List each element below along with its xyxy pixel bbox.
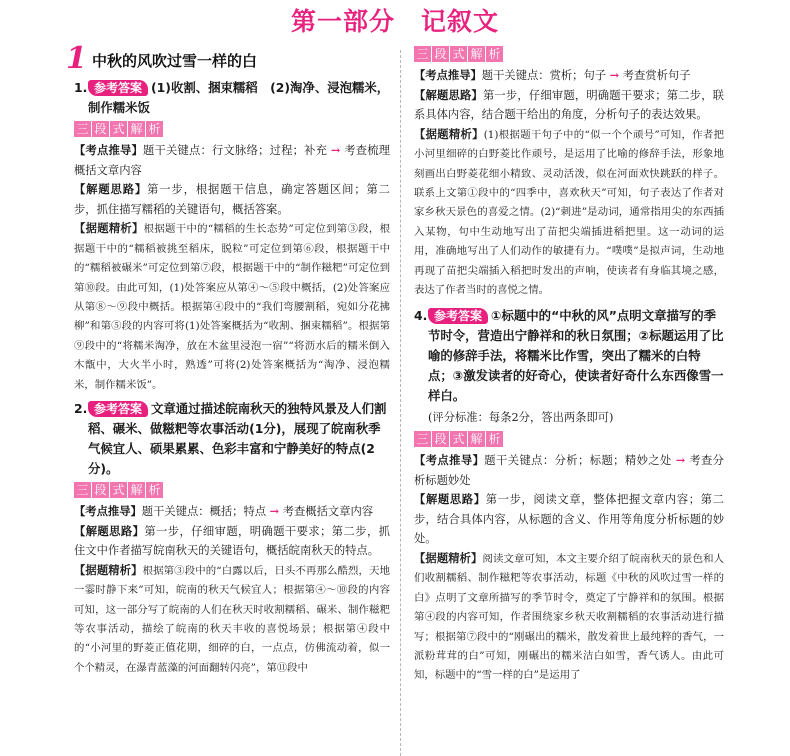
question-4-answer — [414, 306, 724, 406]
method-tag: 三 段 式 解 析 — [74, 121, 390, 137]
question-1-answer — [74, 78, 390, 118]
part-title — [0, 2, 790, 38]
jieti-paragraph: 【解题思路】第一步，仔细审题，明确题干要求；第二步，抓住文中作者描写皖南秋天的关键语句，概括皖南秋天的特点。 — [74, 524, 390, 558]
arrow-icon: → — [330, 143, 341, 157]
question-number: 2. — [74, 401, 88, 417]
kaodian-paragraph: 【考点推导】题干关键点：行文脉络；过程；补充 → 考查梳理概括文章内容 — [74, 143, 390, 177]
right-column — [414, 44, 724, 686]
column-divider — [400, 50, 401, 756]
jieti-paragraph: 【解题思路】第一步，根据题干信息，确定答题区间；第二步，抓住描写糯稻的关键语句，概括答案。 — [74, 183, 390, 216]
arrow-icon: → — [675, 453, 686, 468]
arrow-icon: → — [609, 68, 620, 82]
arrow-icon: → — [269, 504, 280, 519]
scoring-note: (评分标准：每条2分，答出两条即可) — [428, 411, 614, 425]
left-column — [66, 41, 390, 678]
question-number: 4. — [414, 308, 428, 324]
question-number: 1. — [74, 80, 88, 95]
jingxi-paragraph: 【据题精析】根据第③段中的“白露以后，日头不再那么酷烈，天地一霎时静下来”可知，皖南的秋天气候宜人；根据第④～⑩段的内容可知，这一部分写了皖南的人们在秋天时收割糯稻、碾米、制作糍粑等农事活动，描绘了皖南的秋天丰收的喜悦场景；根据第④段中的“小河里的野菱正值花期，细碎的白，一点点，仿佛流动着，似一个个精灵，在瀑青蓝藻的河面翻转闪亮”，第⑪段中 — [74, 563, 390, 674]
jieti-paragraph: 【解题思路】第一步，阅读文章，整体把握文章内容；第二步，结合具体内容，从标题的含义、作用等角度分析标题的妙处。 — [414, 493, 724, 546]
article-title: 中秋的风吹过雪一样的白 — [92, 52, 258, 70]
jingxi-paragraph: 【据题精析】(1)根据题干句子中的“似一个个顽号”可知，作者把小河里细碎的白野菱比作顽号，是运用了比喻的修辞手法，形象地刻画出白野菱花细小精致、灵动活泼，似在河面欢快跳跃的样子。联系上文第①段中的“四季中，喜欢秋天”可知，句子表达了作者对家乡秋天景色的喜爱之情。(2)“刺进”是动词，通常指用尖的东西插入某物，句中生动地写出了苗把尖端插进稻把里。这一动词的运用，准确地写出了人们动作的敏捷有力。“噗噗”是拟声词，生动地再现了苗把尖端插入稻把时发出的声响，使读者有身临其境之感，表达了作者当时的喜悦之情。 — [414, 127, 724, 297]
part-label: 第一部分 — [290, 7, 395, 36]
genre-label: 记叙文 — [421, 7, 500, 36]
method-tag: 三 段 式 解 析 — [74, 482, 390, 498]
answer-text: (1)收割、捆束糯稻 (2)淘净、浸泡糯米，制作糯米饭 — [88, 80, 390, 115]
article-heading — [66, 41, 390, 78]
kaodian-paragraph: 【考点推导】题干关键点：赏析；句子 → 考查赏析句子 — [414, 68, 691, 82]
method-tag: 三 段 式 解 析 — [414, 46, 724, 62]
answer-text: 文章通过描述皖南秋天的独特风景及人们割稻、碾米、做糍粑等农事活动(1分)，展现了皖南秋季气候宜人、硕果累累、色彩丰富和宁静美好的特点(2分)。 — [88, 401, 387, 477]
jingxi-paragraph: 【据题精析】阅读文章可知，本文主要介绍了皖南秋天的景色和人们收割糯稻、制作糍粑等农事活动，标题《中秋的风吹过雪一样的白》点明了文章所描写的季节时令，奠定了宁静祥和的氛围。根据第④段的内容可知，作者围绕家乡秋天收割糯稻的农事活动进行描写；根据第⑦段中的“刚碾出的糯米，散发着世上最纯粹的香气，一派粉茸茸的白”可知，刚碾出的糯米洁白如雪，香气诱人。由此可知，标题中的“雪一样的白”是运用了 — [414, 552, 724, 682]
question-2-answer — [74, 399, 390, 479]
answer-badge: 参考答案 — [428, 308, 488, 324]
answer-badge: 参考答案 — [88, 80, 148, 96]
kaodian-paragraph: 【考点推导】题干关键点：概括；特点 → 考查概括文章内容 — [74, 504, 374, 519]
article-number: 1 — [66, 41, 87, 76]
method-tag: 三 段 式 解 析 — [414, 431, 724, 447]
answer-badge: 参考答案 — [88, 401, 148, 417]
jieti-paragraph: 【解题思路】第一步，仔细审题，明确题干要求；第二步，联系具体内容，结合题干给出的角度，分析句子的表达效果。 — [414, 88, 724, 122]
kaodian-paragraph: 【考点推导】题干关键点：分析；标题；精妙之处 → 考查分析标题妙处 — [414, 453, 724, 487]
answer-text: ①标题中的“中秋的风”点明文章描写的季节时令，营造出宁静祥和的秋日氛围；②标题运用了比喻的修辞手法，将糯米比作雪，突出了糯米的白特点；③激发读者的好奇心，使读者好奇什么东西像雪一样白。 — [428, 308, 724, 404]
jingxi-paragraph: 【据题精析】根据题干中的“糯稻的生长态势”可定位到第③段，根据题干中的“糯稻被挑至稻床，脱粒”可定位到第⑥段，根据题干中的“糯稻被碾米”可定位到第⑦段，根据题干中的“制作糍粑”可定位到第⑩段。由此可知，(1)处答案应从第④～⑤段中概括，(2)处答案应从第⑧～⑨段中概括。根据第④段中的“我们弯腰割稻，宛如分花拂柳”和第⑤段的内容可将(1)处答案概括为“收割、捆束糯稻”。根据第⑨段中的“将糯米淘净，放在木盆里浸泡一宿”“将沥水后的糯米倒入木甑中，大火半小时，熟透”可将(2)处答案概括为“淘净、浸泡糯米，制作糯米饭”。 — [74, 222, 390, 391]
